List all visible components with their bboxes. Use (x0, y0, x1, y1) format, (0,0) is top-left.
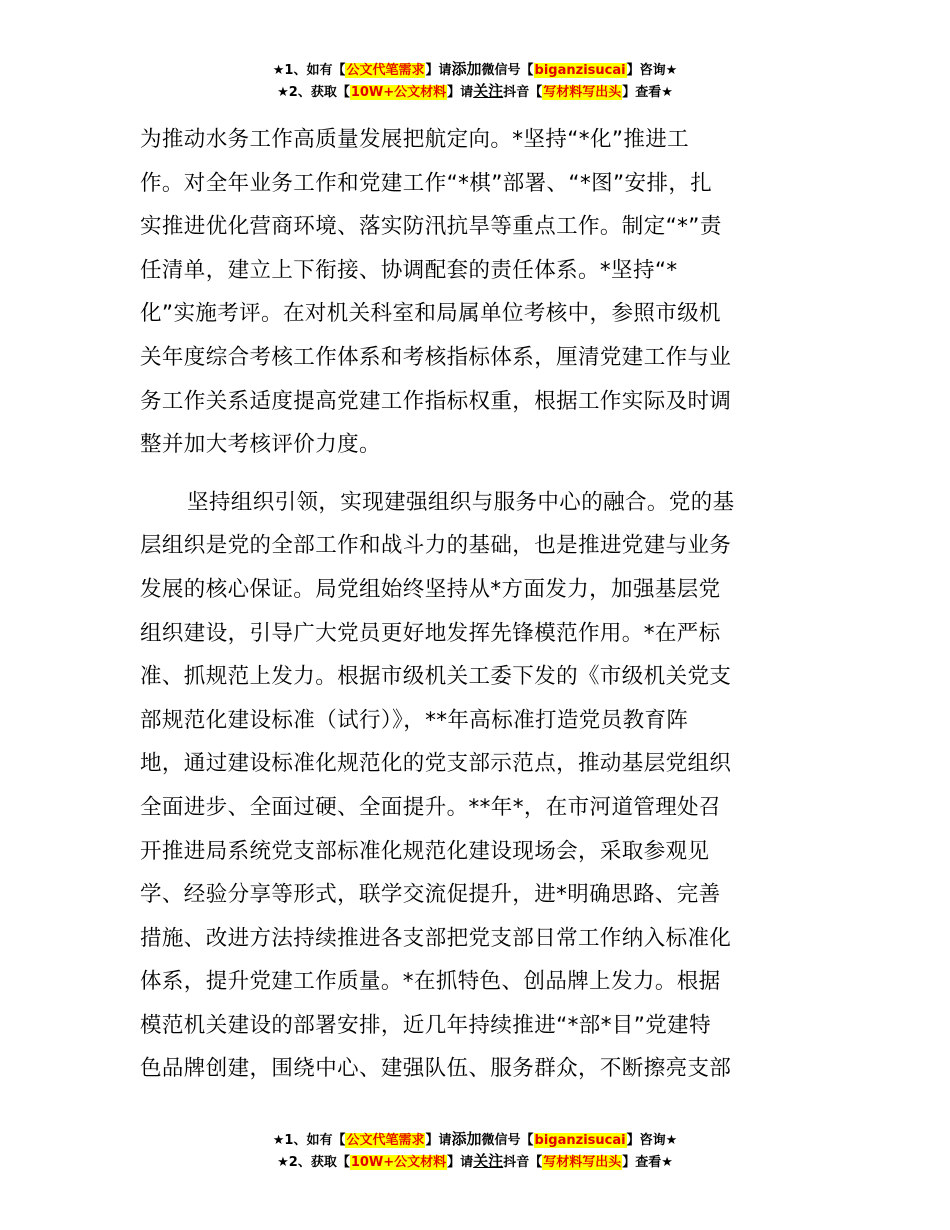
highlight-wechat-id: biganzisucai (534, 63, 626, 78)
text-line: 层组织是党的全部工作和战斗力的基础，也是推进党建与业务 (140, 533, 732, 559)
footer-line-1 (0, 1128, 950, 1150)
text-line: 地，通过建设标准化规范化的党支部示范点，推动基层党组织 (140, 751, 732, 777)
banner-text: 】请 (425, 1133, 452, 1148)
star-icon: ★ (277, 85, 289, 100)
banner-text: 】咨询★ (626, 63, 678, 78)
header-line-1 (0, 58, 950, 80)
text-line: 务工作关系适度提高党建工作指标权重，根据工作实际及时调 (140, 388, 732, 414)
banner-text: 】请 (425, 63, 452, 78)
text-line: 组织建设，引导广大党员更好地发挥先锋模范作用。*在严标 (140, 620, 721, 646)
text-line: 发展的核心保证。局党组始终坚持从*方面发力，加强基层党 (140, 576, 721, 602)
banner-text: 】咨询★ (626, 1133, 678, 1148)
banner-text: 】查看★ (622, 85, 673, 100)
text-line: 关年度综合考核工作体系和考核指标体系，厘清党建工作与业 (140, 344, 732, 370)
highlight-materials: 10W+公文材料 (350, 1155, 447, 1170)
text-line: 措施、改进方法持续推进各支部把党支部日常工作纳入标准化 (140, 925, 732, 951)
text-line: 色品牌创建，围绕中心、建强队伍、服务群众，不断擦亮支部 (140, 1056, 732, 1082)
text-line: 为推动水务工作高质量发展把航定向。*坚持“*化”推进工 (140, 127, 690, 152)
star-icon: ★ (272, 1133, 285, 1148)
text-line: 坚持组织引领，实现建强组织与服务中心的融合。党的基 (187, 489, 735, 515)
text-line: 全面进步、全面过硬、全面提升。**年*，在市河道管理处召 (140, 794, 721, 820)
banner-emphasis: 关注 (473, 1152, 504, 1170)
banner-text: 1、如有【 (284, 63, 346, 78)
text-line: 学、经验分享等形式，联学交流促提升，进*明确思路、完善 (140, 882, 721, 908)
highlight-materials: 10W+公文材料 (350, 85, 447, 100)
header-banner (0, 58, 950, 102)
highlight-service: 公文代笔需求 (346, 1133, 425, 1148)
highlight-douyin-account: 写材料写出头 (543, 1155, 622, 1170)
paragraph-1 (140, 118, 812, 467)
banner-emphasis: 添加 (451, 1130, 482, 1148)
text-line: 准、抓规范上发力。根据市级机关工委下发的《市级机关党支 (140, 664, 732, 690)
text-line: 作。对全年业务工作和党建工作“*棋”部署、“*图”安排，扎 (140, 170, 713, 196)
banner-text: 抖音【 (503, 85, 543, 100)
text-line: 模范机关建设的部署安排，近几年持续推进“*部*目”党建特 (140, 1012, 711, 1038)
banner-text: 】查看★ (622, 1155, 673, 1170)
highlight-douyin-account: 写材料写出头 (543, 85, 622, 100)
text-line: 化”实施考评。在对机关科室和局属单位考核中，参照市级机 (140, 301, 721, 327)
star-icon: ★ (277, 1155, 289, 1170)
document-body (140, 118, 812, 1091)
text-line: 部规范化建设标准（试行）》，**年高标准打造党员教育阵 (140, 707, 689, 733)
banner-text: 1、如有【 (284, 1133, 346, 1148)
star-icon: ★ (272, 63, 285, 78)
text-line: 任清单，建立上下衔接、协调配套的责任体系。*坚持“* (140, 257, 678, 283)
banner-text: 微信号【 (481, 63, 534, 78)
banner-text: 微信号【 (481, 1133, 534, 1148)
text-line: 整并加大考核评价力度。 (140, 432, 381, 458)
footer-banner (0, 1128, 950, 1172)
text-line: 开推进局系统党支部标准化规范化建设现场会，采取参观见 (140, 838, 710, 864)
text-line: 体系，提升党建工作质量。*在抓特色、创品牌上发力。根据 (140, 969, 721, 995)
paragraph-2 (140, 481, 812, 1091)
highlight-wechat-id: biganzisucai (534, 1133, 626, 1148)
banner-text: 抖音【 (503, 1155, 543, 1170)
banner-text: 】请 (447, 1155, 474, 1170)
banner-emphasis: 关注 (473, 82, 504, 100)
highlight-service: 公文代笔需求 (346, 63, 425, 78)
footer-line-2 (0, 1150, 950, 1172)
banner-emphasis: 添加 (451, 60, 482, 78)
banner-text: 2、获取【 (288, 85, 350, 100)
banner-text: 2、获取【 (288, 1155, 350, 1170)
banner-text: 】请 (447, 85, 474, 100)
text-line: 实推进优化营商环境、落实防汛抗旱等重点工作。制定“*”责 (140, 214, 722, 240)
header-line-2 (0, 80, 950, 102)
